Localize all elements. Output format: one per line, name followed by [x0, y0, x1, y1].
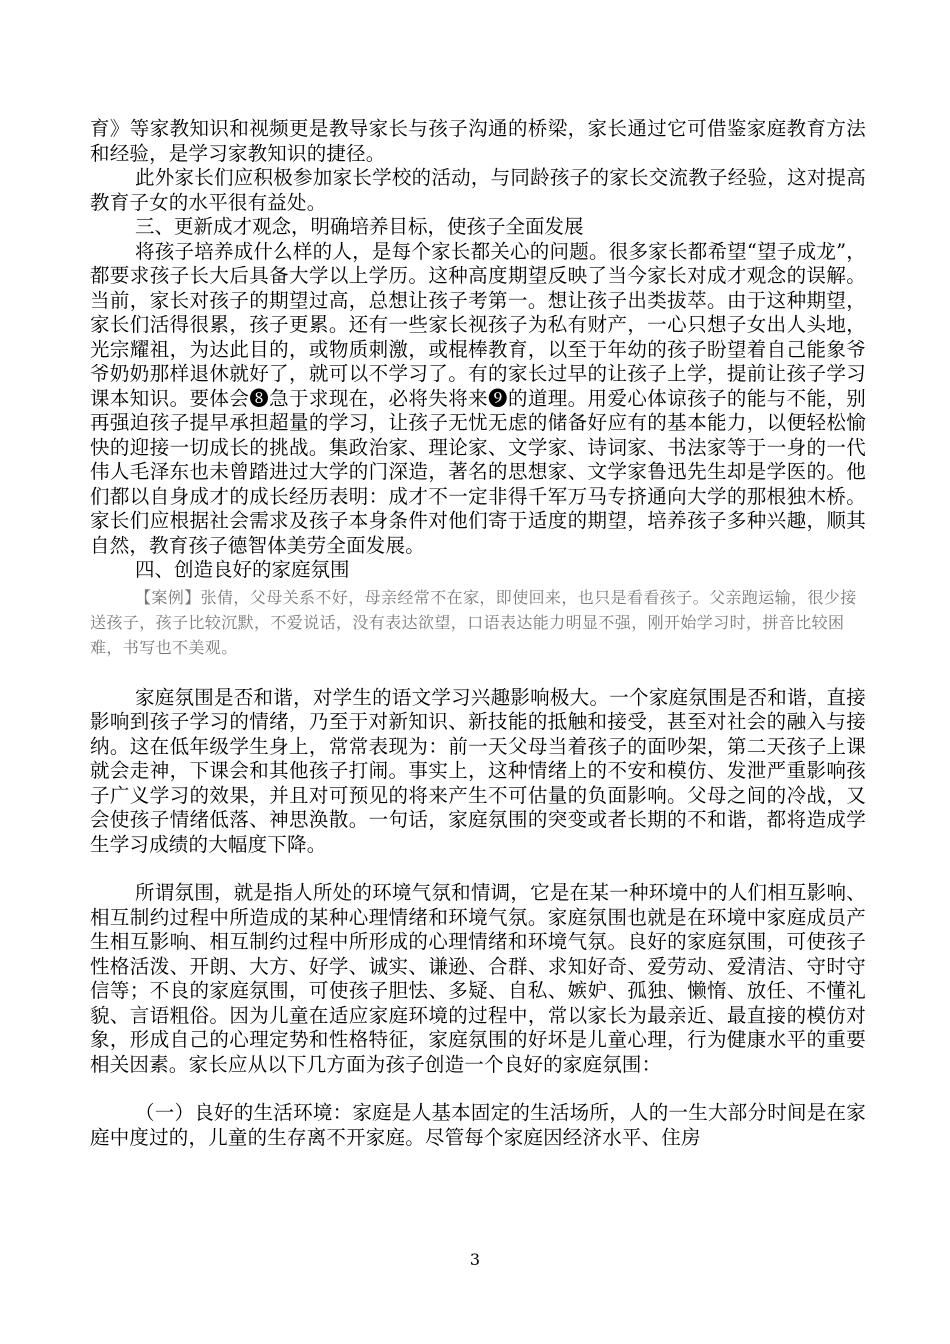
document-body — [90, 117, 866, 1150]
case-tag: 【案例】 — [135, 587, 201, 607]
spacer — [90, 857, 866, 881]
case-study — [90, 585, 866, 660]
spacer — [90, 660, 866, 686]
paragraph-parent-school: 此外家长们应积极参加家长学校的活动，与同龄孩子的家长交流教子经验，这对提高教育子女的水平很有益处。 — [90, 166, 866, 214]
paragraph-talent-concept: 将孩子培养成什么样的人，是每个家长都关心的问题。很多家长都希望“望子成龙”，都要求孩子长大后具备大学以上学历。这种高度期望反映了当今家长对成才观念的误解。当前，家长对孩子的期望过高，总想让孩子考第一。想让孩子出类拔萃。由于这种期望，家长们活得很累，孩子更累。还有一些家长视孩子为私有财产，一心只想子女出人头地，光宗耀祖，为达此目的，或物质刺激，或棍棒教育，以至于年幼的孩子盼望着自己能象爷爷奶奶那样退休就好了，就可以不学习了。有的家长过早的让孩子上学，提前让孩子学习课本知识。要体会❽急于求现在，必将失将来❾的道理。用爱心体谅孩子的能与不能，别再强迫孩子提早承担超量的学习，让孩子无忧无虑的储备好应有的基本能力，以便轻松愉快的迎接一切成长的挑战。集政治家、理论家、文学家、诗词家、书法家等于一身的一代伟人毛泽东也未曾踏进过大学的门深造，著名的思想家、文学家鲁迅先生却是学医的。他们都以自身成才的成长经历表明：成才不一定非得千军万马专挤通向大学的那根独木桥。家长们应根据社会需求及孩子本身条件对他们寄于适度的期望，培养孩子多种兴趣，顺其自然，教育孩子德智体美劳全面发展。 — [90, 239, 866, 557]
spacer — [90, 1077, 866, 1101]
section-heading-4: 四、创造良好的家庭氛围 — [135, 558, 350, 581]
page-number: 3 — [469, 1250, 481, 1269]
paragraph-atmosphere-definition: 所谓氛围，就是指人所处的环境气氛和情调，它是在某一种环境中的人们相互影响、相互制约过程中所造成的某种心理情绪和环境气氛。家庭氛围也就是在环境中家庭成员产生相互影响、相互制约过程中所形成的心理情绪和环境气氛。良好的家庭氛围，可使孩子性格活泼、开朗、大方、好学、诚实、谦逊、合群、求知好奇、爱劳动、爱清洁、守时守信等；不良的家庭氛围，可使孩子胆怯、多疑、自私、嫉妒、孤独、懒惰、放任、不懂礼貌、言语粗俗。因为儿童在适应家庭环境的过程中，常以家长为最亲近、最直接的模仿对象，形成自己的心理定势和性格特征，家庭氛围的好坏是儿童心理，行为健康水平的重要相关因素。家长应从以下几方面为孩子创造一个良好的家庭氛围： — [90, 881, 866, 1076]
paragraph-family-atmosphere: 家庭氛围是否和谐，对学生的语文学习兴趣影响极大。一个家庭氛围是否和谐，直接影响到孩子学习的情绪，乃至于对新知识、新技能的抵触和接受，甚至对社会的融入与接纳。这在低年级学生身上，常常表现为：前一天父母当着孩子的面吵架，第二天孩子上课就会走神，下课会和其他孩子打闹。事实上，这种情绪上的不安和模仿、发泄严重影响孩子广义学习的效果，并且对可预见的将来产生不可估量的负面影响。父母之间的冷战，又会使孩子情绪低落、神思涣散。一句话，家庭氛围的突变或者长期的不和谐，都将造成学生学习成绩的大幅度下降。 — [90, 685, 866, 856]
paragraph-continuation: 育》等家教知识和视频更是教导家长与孩子沟通的桥梁，家长通过它可借鉴家庭教育方法和经验，是学习家教知识的捷径。 — [90, 117, 866, 165]
paragraph-living-environment: （一）良好的生活环境：家庭是人基本固定的生活场所，人的一生大部分时间是在家庭中度过的，儿童的生存离不开家庭。尽管每个家庭因经济水平、住房 — [90, 1101, 866, 1149]
section-heading-3: 三、更新成才观念，明确培养目标，使孩子全面发展 — [135, 215, 584, 238]
case-text: 张倩，父母关系不好，母亲经常不在家，即使回来，也只是看看孩子。父亲跑运输，很少接送孩子，孩子比较沉默，不爱说话，没有表达欲望，口语表达能力明显不强，刚开始学习时，拼音比较困难，书写也不美观。 — [90, 587, 857, 657]
